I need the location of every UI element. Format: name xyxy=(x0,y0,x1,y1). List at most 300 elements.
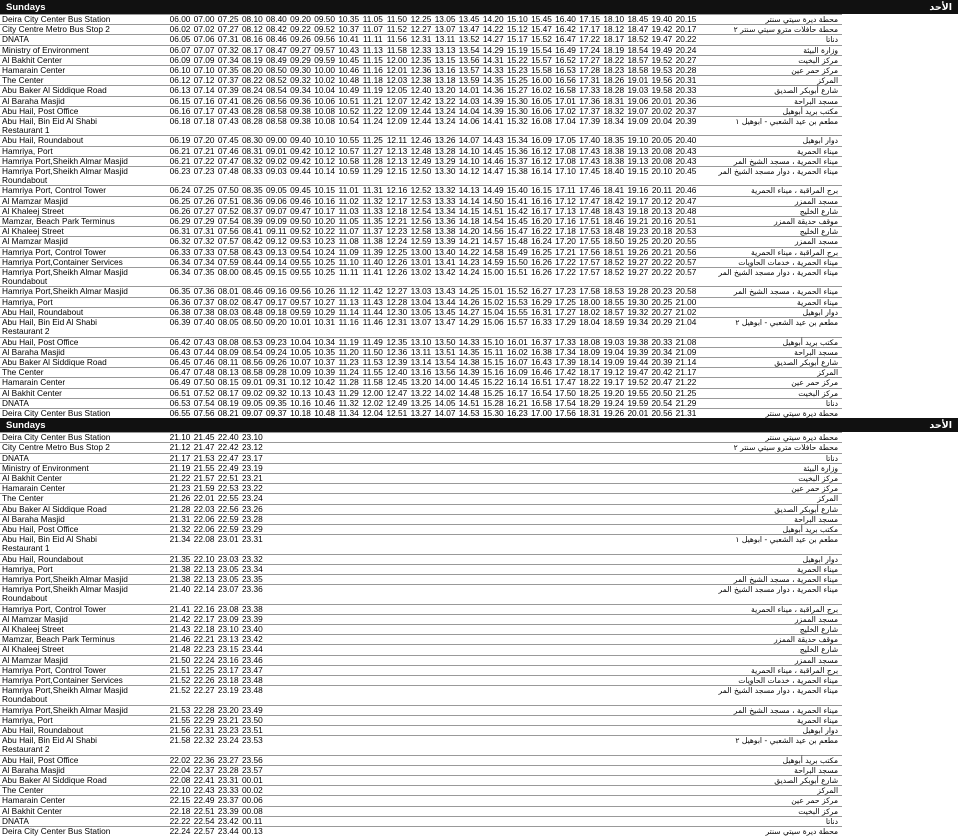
departure-time: 18.55 xyxy=(603,296,625,307)
departure-time: 18.08 xyxy=(579,336,601,347)
departure-time: 18.41 xyxy=(603,185,625,196)
empty-cell xyxy=(674,655,698,665)
departure-time: 23.05 xyxy=(217,573,239,584)
departure-time: 20.39 xyxy=(675,116,697,127)
departure-time: 17.17 xyxy=(579,24,601,35)
empty-cell xyxy=(433,736,457,746)
departure-time: 14.59 xyxy=(482,256,504,267)
departure-time: 10.31 xyxy=(314,317,335,328)
departure-time: 14.03 xyxy=(458,95,480,106)
stop-row xyxy=(0,167,842,177)
departure-time: 12.50 xyxy=(410,166,432,177)
stop-name-en: Hamarain Center xyxy=(0,484,168,494)
departure-time: 09.57 xyxy=(290,296,311,307)
departure-time: 22.06 xyxy=(193,523,215,534)
empty-cell xyxy=(505,453,529,463)
empty-cell xyxy=(313,463,337,473)
departure-time: 09.06 xyxy=(266,195,287,206)
departure-time: 14.20 xyxy=(482,14,504,24)
empty-cell xyxy=(505,585,529,595)
empty-cell xyxy=(337,655,361,665)
departure-time: 12.47 xyxy=(386,387,408,398)
departure-time: 06.13 xyxy=(169,85,191,96)
empty-cell xyxy=(481,554,505,564)
departure-time: 06.24 xyxy=(169,185,191,196)
departure-time: 11.25 xyxy=(362,135,383,146)
empty-cell xyxy=(481,736,505,746)
departure-time: 11.41 xyxy=(362,267,383,278)
departure-time: 14.10 xyxy=(458,145,480,156)
stop-row xyxy=(0,585,842,595)
departure-time: 19.40 xyxy=(651,14,673,24)
departure-time: 06.09 xyxy=(169,54,191,65)
stop-name-ar: ميناء الحمرية ، خدمات الحاويات xyxy=(698,257,842,267)
empty-cell xyxy=(554,816,578,826)
departure-time: 18.57 xyxy=(627,54,649,65)
departure-time: 15.30 xyxy=(506,95,528,106)
stop-name-en: Abu Hail, Post Office xyxy=(0,337,168,347)
departure-time: 06.29 xyxy=(169,216,191,227)
empty-cell xyxy=(578,726,602,736)
empty-cell xyxy=(433,585,457,595)
empty-cell xyxy=(409,564,433,574)
empty-cell xyxy=(457,494,481,504)
departure-time: 07.31 xyxy=(217,34,239,45)
departure-time: 16.17 xyxy=(506,387,528,398)
departure-time: 15.25 xyxy=(506,75,528,86)
departure-time: 17.23 xyxy=(555,286,576,297)
departure-time: 20.08 xyxy=(651,145,673,156)
stop-name-ar: شارع الخليج xyxy=(698,227,842,237)
empty-cell xyxy=(626,736,650,746)
empty-cell xyxy=(264,433,288,443)
stop-row xyxy=(0,554,842,564)
empty-cell xyxy=(578,463,602,473)
departure-time: 18.38 xyxy=(603,145,625,156)
empty-cell xyxy=(361,776,385,786)
empty-cell xyxy=(505,806,529,816)
departure-time: 20.17 xyxy=(675,24,697,35)
section-title-ar: الأحد xyxy=(929,419,952,431)
departure-time: 09.59 xyxy=(290,306,311,317)
empty-cell xyxy=(409,604,433,614)
departure-time: 20.57 xyxy=(675,256,697,267)
departure-time: 07.41 xyxy=(217,95,239,106)
empty-cell xyxy=(288,827,312,836)
empty-cell xyxy=(288,524,312,534)
departure-time: 20.15 xyxy=(675,14,697,24)
empty-cell xyxy=(433,494,457,504)
stop-row xyxy=(0,705,842,715)
departure-time: 19.58 xyxy=(651,85,673,96)
departure-time: 18.54 xyxy=(627,44,649,55)
empty-cell xyxy=(337,564,361,574)
departure-time: 19.38 xyxy=(627,336,649,347)
departure-time: 11.29 xyxy=(362,166,383,177)
empty-cell xyxy=(288,796,312,806)
departure-time: 15.51 xyxy=(506,267,528,278)
stop-row xyxy=(0,217,842,227)
departure-time: 23.05 xyxy=(217,563,239,574)
departure-time: 11.20 xyxy=(338,346,359,357)
departure-time: 12.11 xyxy=(386,135,407,146)
empty-cell xyxy=(337,494,361,504)
empty-cell xyxy=(457,736,481,746)
empty-cell xyxy=(409,776,433,786)
departure-time: 12.05 xyxy=(386,85,408,96)
departure-time: 06.02 xyxy=(169,24,191,35)
departure-time: 16.05 xyxy=(531,95,552,106)
departure-time: 07.12 xyxy=(193,75,215,86)
empty-cell xyxy=(554,635,578,645)
departure-time: 18.22 xyxy=(603,54,625,65)
departure-time: 23.46 xyxy=(241,654,263,665)
departure-time: 21.22 xyxy=(169,472,191,483)
empty-cell xyxy=(505,665,529,675)
departure-time: 08.58 xyxy=(266,105,287,116)
empty-cell xyxy=(529,686,553,696)
empty-cell xyxy=(361,676,385,686)
departure-time: 15.52 xyxy=(531,34,552,45)
departure-time: 21.53 xyxy=(193,452,215,463)
departure-time: 23.44 xyxy=(217,826,239,836)
departure-time: 13.01 xyxy=(410,256,432,267)
departure-time: 16.27 xyxy=(531,286,552,297)
departure-time: 17.45 xyxy=(579,166,601,177)
departure-time: 21.38 xyxy=(169,563,191,574)
departure-time: 13.32 xyxy=(434,185,456,196)
departure-time: 18.10 xyxy=(603,14,625,24)
empty-cell xyxy=(264,755,288,765)
departure-time: 17.29 xyxy=(555,317,576,328)
departure-time: 22.42 xyxy=(217,442,239,453)
departure-time: 20.43 xyxy=(675,155,697,166)
stop-name-ar: مسجد البراحة xyxy=(698,765,842,775)
empty-cell xyxy=(602,806,626,816)
departure-time: 06.19 xyxy=(169,135,191,146)
empty-cell xyxy=(602,504,626,514)
departure-time: 07.32 xyxy=(193,236,215,247)
stop-name-en-continued: Restaurant 1 xyxy=(2,543,50,554)
empty-cell xyxy=(481,755,505,765)
departure-time: 07.43 xyxy=(217,116,239,127)
empty-cell xyxy=(626,535,650,545)
departure-time: 23.35 xyxy=(241,573,263,584)
empty-cell xyxy=(674,786,698,796)
stop-row xyxy=(0,307,842,317)
departure-time: 21.38 xyxy=(169,573,191,584)
stop-name-en: Hamriya Port,Sheikh Almar Masjid xyxy=(0,167,168,177)
departure-time: 19.18 xyxy=(627,205,649,216)
departure-time: 19.20 xyxy=(603,387,625,398)
stop-name-ar: ميناء الحمرية xyxy=(698,564,842,574)
departure-time: 14.35 xyxy=(482,75,504,86)
departure-time: 07.25 xyxy=(193,185,215,196)
empty-cell xyxy=(554,827,578,836)
empty-cell xyxy=(626,755,650,765)
departure-time: 17.22 xyxy=(555,267,576,278)
empty-cell xyxy=(361,796,385,806)
departure-time: 15.30 xyxy=(506,105,528,116)
empty-cell xyxy=(313,535,337,545)
empty-cell xyxy=(409,726,433,736)
departure-time: 20.39 xyxy=(651,356,673,367)
departure-time: 12.56 xyxy=(410,216,432,227)
stop-row xyxy=(0,368,842,378)
departure-time: 12.49 xyxy=(410,155,432,166)
empty-cell xyxy=(433,755,457,765)
departure-time: 08.35 xyxy=(241,185,263,196)
stop-name-en: Hamriya Port,Sheikh Almar Masjid xyxy=(0,705,168,715)
stop-row xyxy=(0,378,842,388)
departure-time: 09.05 xyxy=(241,397,263,408)
empty-cell xyxy=(385,473,409,483)
departure-time: 14.33 xyxy=(458,336,480,347)
departure-time: 11.11 xyxy=(337,268,361,278)
stop-name-ar: مركز حمر عين xyxy=(698,796,842,806)
empty-cell xyxy=(554,453,578,463)
departure-time: 07.48 xyxy=(193,367,215,378)
empty-cell xyxy=(385,645,409,655)
departure-time: 13.54 xyxy=(434,356,456,367)
empty-cell xyxy=(385,715,409,725)
stop-name-ar: مسجد البراحة xyxy=(698,347,842,357)
empty-cell xyxy=(602,796,626,806)
empty-cell xyxy=(602,443,626,453)
departure-time: 17.24 xyxy=(579,44,601,55)
stop-name-en: Hamriya Port, Control Tower xyxy=(0,665,168,675)
departure-time: 07.25 xyxy=(217,14,239,24)
empty-cell xyxy=(626,786,650,796)
empty-cell xyxy=(578,827,602,836)
empty-cell xyxy=(264,554,288,564)
departure-time: 10.16 xyxy=(314,195,335,206)
empty-cell xyxy=(554,574,578,584)
empty-cell xyxy=(626,645,650,655)
stop-name-en: Hamriya Port,Sheikh Almar Masjid xyxy=(0,156,168,166)
departure-time: 10.39 xyxy=(314,367,335,378)
departure-time: 14.01 xyxy=(458,85,480,96)
departure-time: 11.27 xyxy=(362,145,383,156)
departure-time: 23.12 xyxy=(241,442,263,453)
departure-time: 17.39 xyxy=(579,116,601,127)
departure-time: 08.54 xyxy=(266,85,287,96)
departure-time: 14.39 xyxy=(458,367,480,378)
stop-name-en: Hamriya, Port xyxy=(0,715,168,725)
stop-name-ar: محطة حافلات مترو سيتي سنتر ٢ xyxy=(698,25,842,35)
empty-cell xyxy=(602,655,626,665)
empty-cell xyxy=(674,494,698,504)
empty-cell xyxy=(361,614,385,624)
empty-cell xyxy=(361,635,385,645)
departure-time: 21.00 xyxy=(675,296,697,307)
empty-cell xyxy=(457,574,481,584)
empty-cell xyxy=(409,806,433,816)
stop-row xyxy=(0,86,842,96)
empty-cell xyxy=(529,645,553,655)
empty-cell xyxy=(313,443,337,453)
stop-name-ar: شارع أبوبكر الصديق xyxy=(698,86,842,96)
departure-time: 15.41 xyxy=(506,195,528,206)
departure-time: 18.47 xyxy=(627,24,649,35)
empty-cell xyxy=(554,665,578,675)
departure-time: 07.43 xyxy=(193,336,215,347)
departure-time: 21.52 xyxy=(169,675,191,685)
departure-time: 14.07 xyxy=(458,135,480,146)
departure-time: 14.47 xyxy=(482,166,504,177)
departure-time: 15.01 xyxy=(482,286,504,297)
departure-time: 12.54 xyxy=(410,205,432,216)
empty-cell xyxy=(337,484,361,494)
departure-time: 10.08 xyxy=(314,105,335,116)
departure-time: 07.46 xyxy=(217,145,239,156)
empty-cell xyxy=(433,604,457,614)
departure-time: 18.28 xyxy=(603,85,625,96)
empty-cell xyxy=(529,504,553,514)
departure-time: 06.18 xyxy=(169,116,191,127)
departure-time: 13.13 xyxy=(434,44,456,55)
departure-time: 19.44 xyxy=(627,356,649,367)
stop-row xyxy=(0,136,842,146)
stop-name-ar: ميناء الحمرية ، دوار مسجد الشيخ المر xyxy=(698,585,842,595)
empty-cell xyxy=(337,715,361,725)
empty-cell xyxy=(385,554,409,564)
departure-time: 18.31 xyxy=(579,407,601,418)
empty-cell xyxy=(264,624,288,634)
empty-cell xyxy=(361,736,385,746)
stop-name-ar: ميناء الحمرية ، مسجد الشيخ المر xyxy=(698,574,842,584)
empty-cell xyxy=(505,514,529,524)
departure-time: 09.01 xyxy=(266,145,287,156)
empty-cell xyxy=(602,564,626,574)
departure-time: 14.06 xyxy=(458,116,480,127)
empty-cell xyxy=(288,574,312,584)
departure-time: 11.31 xyxy=(362,185,383,196)
empty-cell xyxy=(650,554,674,564)
departure-time: 15.52 xyxy=(506,286,528,297)
stop-name-en: Abu Hail, Roundabout xyxy=(0,307,168,317)
departure-time: 12.51 xyxy=(386,407,408,418)
empty-cell xyxy=(529,736,553,746)
departure-time: 07.45 xyxy=(217,135,239,146)
empty-cell xyxy=(409,755,433,765)
departure-time: 10.16 xyxy=(290,397,311,408)
empty-cell xyxy=(505,554,529,564)
stop-name-en: Al Mamzar Masjid xyxy=(0,196,168,206)
empty-cell xyxy=(554,554,578,564)
departure-time: 13.51 xyxy=(434,346,456,357)
departure-time: 17.56 xyxy=(555,407,576,418)
departure-time: 11.15 xyxy=(362,54,383,65)
empty-cell xyxy=(337,827,361,836)
departure-time: 09.53 xyxy=(290,236,311,247)
departure-time: 10.27 xyxy=(314,296,335,307)
departure-time: 09.11 xyxy=(266,226,287,237)
departure-time: 07.18 xyxy=(193,116,215,127)
empty-cell xyxy=(578,574,602,584)
empty-cell xyxy=(385,564,409,574)
departure-time: 06.53 xyxy=(169,397,191,408)
departure-time: 13.20 xyxy=(434,85,456,96)
departure-time: 14.27 xyxy=(458,306,480,317)
departure-time: 20.54 xyxy=(651,397,673,408)
departure-time: 10.05 xyxy=(290,346,311,357)
departure-time: 10.22 xyxy=(314,226,335,237)
departure-time: 22.36 xyxy=(193,754,215,765)
departure-time: 19.21 xyxy=(627,216,649,227)
empty-cell xyxy=(650,433,674,443)
departure-time: 08.32 xyxy=(241,155,263,166)
departure-time: 10.54 xyxy=(338,116,360,127)
departure-time: 10.10 xyxy=(314,135,335,146)
stop-name-en-continued: Roundabout xyxy=(2,276,48,287)
departure-time: 14.29 xyxy=(482,44,504,55)
departure-time: 18.25 xyxy=(579,387,601,398)
departure-time: 16.22 xyxy=(531,226,552,237)
empty-cell xyxy=(650,574,674,584)
empty-cell xyxy=(674,484,698,494)
empty-cell xyxy=(385,765,409,775)
empty-cell xyxy=(264,776,288,786)
departure-time: 12.44 xyxy=(410,116,432,127)
empty-cell xyxy=(602,736,626,746)
empty-cell xyxy=(481,514,505,524)
empty-cell xyxy=(264,726,288,736)
departure-time: 13.59 xyxy=(458,75,480,86)
empty-cell xyxy=(337,604,361,614)
stop-name-ar: ميناء الحمرية ، خدمات الحاويات xyxy=(698,676,842,686)
departure-time: 16.00 xyxy=(531,75,552,86)
empty-cell xyxy=(457,453,481,463)
departure-time: 07.56 xyxy=(217,226,239,237)
empty-cell xyxy=(554,655,578,665)
empty-cell xyxy=(505,755,529,765)
departure-time: 00.06 xyxy=(241,795,263,806)
empty-cell xyxy=(288,564,312,574)
stop-name-ar: محطة ديرة سيتي سنتر xyxy=(698,433,842,443)
departure-time: 16.58 xyxy=(555,85,576,96)
stop-name-en: Abu Baker Al Siddique Road xyxy=(0,86,168,96)
departure-time: 13.43 xyxy=(434,286,456,297)
empty-cell xyxy=(481,473,505,483)
empty-cell xyxy=(264,635,288,645)
empty-cell xyxy=(433,786,457,796)
departure-time: 10.00 xyxy=(314,65,335,76)
stop-name-ar: مكتب بريد أبوهيل xyxy=(698,524,842,534)
departure-time: 10.35 xyxy=(338,14,360,24)
departure-time: 23.50 xyxy=(241,714,263,725)
empty-cell xyxy=(626,776,650,786)
stop-name-en: Al Mamzar Masjid xyxy=(0,655,168,665)
empty-cell xyxy=(505,786,529,796)
empty-cell xyxy=(409,484,433,494)
departure-time: 13.27 xyxy=(410,407,432,418)
departure-time: 06.16 xyxy=(169,105,191,116)
departure-time: 11.28 xyxy=(338,377,359,388)
departure-time: 07.31 xyxy=(193,226,215,237)
empty-cell xyxy=(554,535,578,545)
departure-time: 11.38 xyxy=(362,236,383,247)
departure-time: 21.25 xyxy=(675,387,697,398)
empty-cell xyxy=(505,816,529,826)
empty-cell xyxy=(529,535,553,545)
empty-cell xyxy=(505,686,529,696)
departure-time: 18.00 xyxy=(579,296,601,307)
stop-row-continuation xyxy=(0,544,842,554)
empty-cell xyxy=(313,736,337,746)
departure-time: 10.12 xyxy=(314,145,335,156)
empty-cell xyxy=(505,676,529,686)
